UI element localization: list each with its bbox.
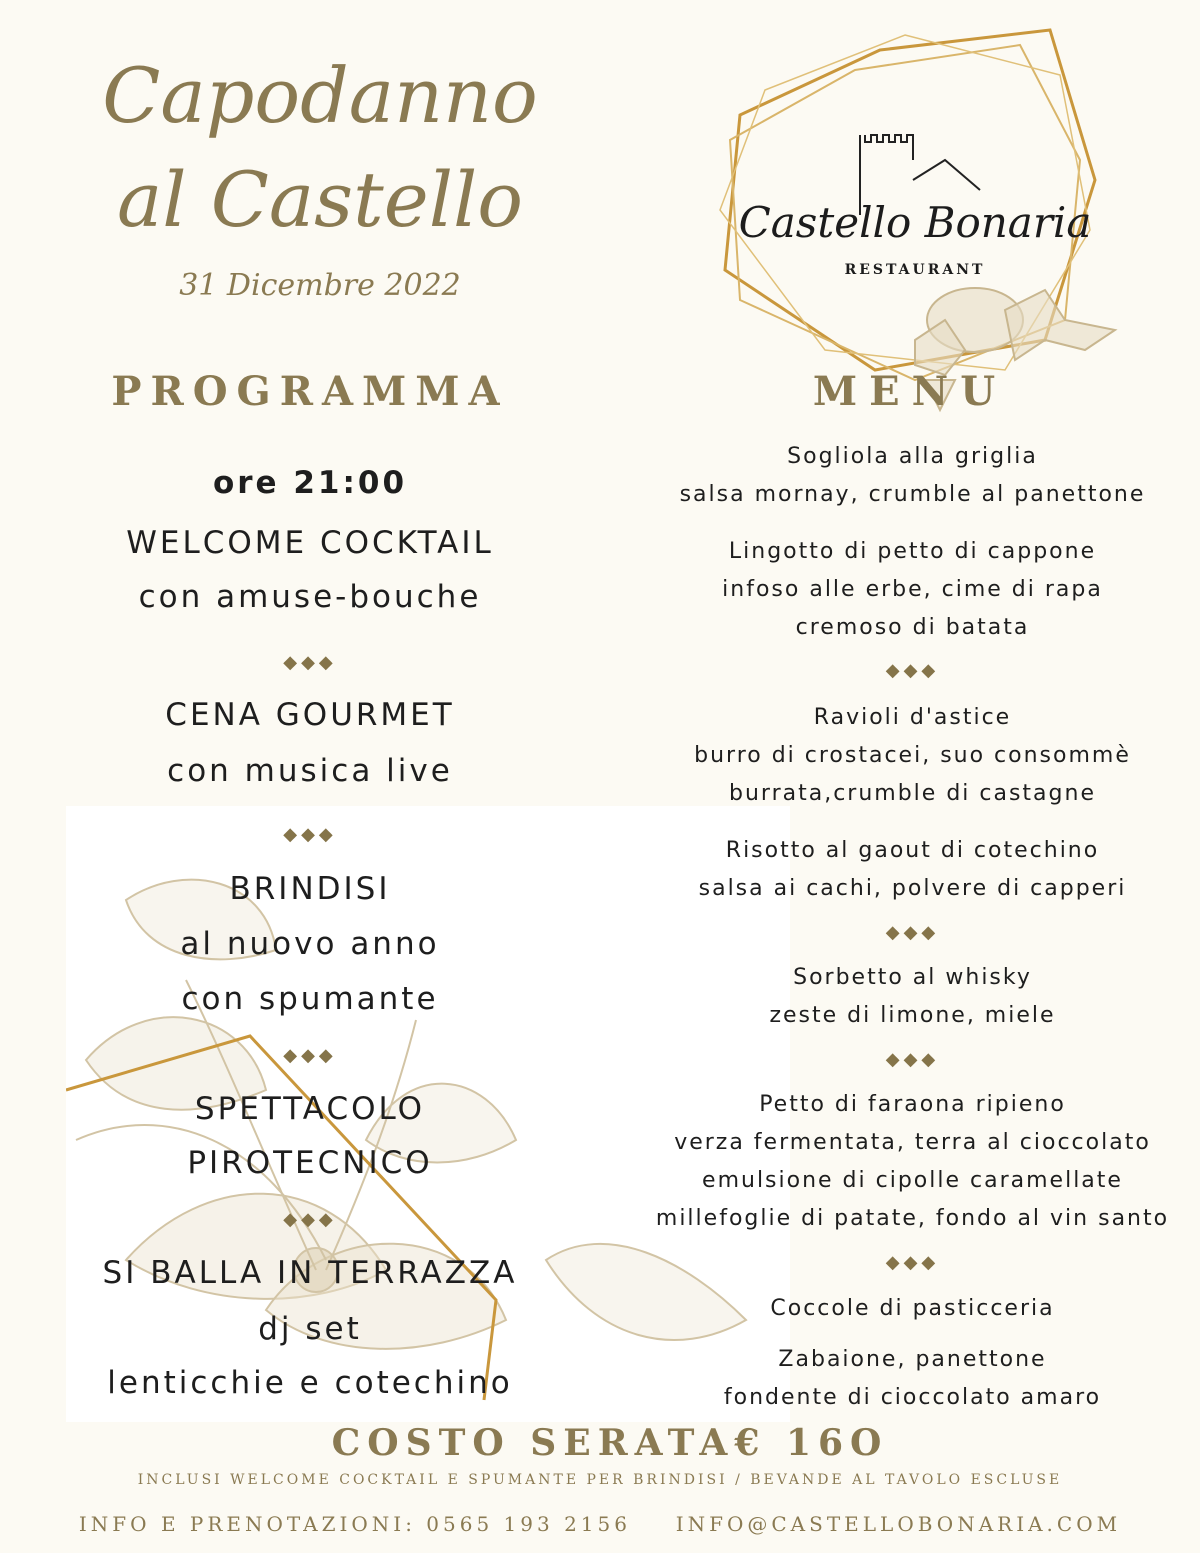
program-item-4-title-2: PIROTECNICO [187, 1145, 433, 1181]
program-item-4-title: SPETTACOLO [194, 1091, 426, 1127]
menu-course-4 [640, 832, 1185, 908]
program-item-3-detail: al nuovo anno [180, 926, 440, 962]
separator-icon: ◆◆◆ [885, 1252, 940, 1273]
contact-info [20, 1512, 1180, 1536]
menu-course-1-name: Sogliola alla griglia [787, 444, 1038, 469]
menu-course-3-detail-2: burrata,crumble di castagne [729, 781, 1096, 806]
separator-icon: ◆◆◆ [885, 1049, 940, 1070]
program-item-2-detail: con musica live [167, 753, 453, 789]
event-title-line2: al Castello [116, 155, 524, 244]
menu-course-4-name: Risotto al gaout di cotechino [725, 838, 1100, 863]
menu-course-3 [640, 699, 1185, 813]
program-time: ore 21:00 [212, 465, 408, 501]
program-item-1-title: WELCOME COCKTAIL [126, 525, 494, 561]
menu-course-2 [640, 533, 1185, 647]
program-item-2-title: CENA GOURMET [165, 697, 455, 733]
menu-course-6-detail-2: emulsione di cipolle caramellate [702, 1168, 1123, 1193]
menu-course-5 [640, 959, 1185, 1035]
separator-icon: ◆◆◆ [283, 824, 337, 845]
separator-icon: ◆◆◆ [885, 660, 940, 681]
program-item-5-detail-2: lenticchie e cotechino [107, 1365, 513, 1401]
event-title-line1: Capodanno [102, 51, 538, 140]
menu-course-6 [640, 1086, 1185, 1238]
info-label: INFO E PRENOTAZIONI: [78, 1512, 416, 1536]
menu-course-8-name: Zabaione, panettone [778, 1347, 1047, 1372]
event-date: 31 Dicembre 2022 [179, 268, 461, 303]
phone-number[interactable]: 0565 193 2156 [426, 1512, 631, 1536]
logo-name: Castello Bonaria [738, 198, 1092, 247]
menu-course-6-name: Petto di faraona ripieno [759, 1092, 1066, 1117]
menu-course-3-name: Ravioli d'astice [813, 705, 1012, 730]
menu-course-1 [640, 438, 1185, 514]
program-item-3-detail-2: con spumante [181, 981, 439, 1017]
separator-icon: ◆◆◆ [885, 922, 940, 943]
menu-course-2-detail-2: cremoso di batata [795, 615, 1030, 640]
menu-course-2-detail: infoso alle erbe, cime di rapa [722, 577, 1103, 602]
program-item-3-title: BRINDISI [229, 871, 391, 907]
menu-course-1-detail: salsa mornay, crumble al panettone [679, 482, 1146, 507]
menu-course-7-name: Coccole di pasticceria [770, 1296, 1055, 1321]
menu-course-5-name: Sorbetto al whisky [793, 965, 1032, 990]
logo-subtitle: RESTAURANT [844, 262, 986, 278]
program-item-5-title: SI BALLA IN TERRAZZA [102, 1255, 518, 1291]
program-item-1-detail: con amuse-bouche [138, 579, 482, 615]
menu-heading: MENU [812, 368, 1008, 415]
program-item-5-detail: dj set [258, 1311, 362, 1347]
menu-course-2-name: Lingotto di petto di cappone [728, 539, 1097, 564]
menu-course-3-detail: burro di crostacei, suo consommè [694, 743, 1131, 768]
menu-course-8 [640, 1341, 1185, 1417]
menu-course-4-detail: salsa ai cachi, polvere di capperi [698, 876, 1127, 901]
programma-heading: PROGRAMMA [111, 368, 509, 415]
menu-course-6-detail: verza fermentata, terra al cioccolato [674, 1130, 1151, 1155]
event-cost: COSTO SERATA€ 16O [331, 1422, 889, 1464]
separator-icon: ◆◆◆ [283, 652, 337, 673]
menu-course-7 [640, 1290, 1185, 1328]
cost-inclusions: INCLUSI WELCOME COCKTAIL E SPUMANTE PER BRINDISI / BEVANDE AL TAVOLO ESCLUSE [137, 1472, 1063, 1488]
menu-course-8-detail: fondente di cioccolato amaro [723, 1385, 1102, 1410]
menu-course-6-detail-3: millefoglie di patate, fondo al vin santo [655, 1206, 1170, 1231]
email-address[interactable]: INFO@CASTELLOBONARIA.COM [675, 1512, 1122, 1536]
separator-icon: ◆◆◆ [283, 1209, 337, 1230]
menu-course-5-detail: zeste di limone, miele [769, 1003, 1056, 1028]
separator-icon: ◆◆◆ [283, 1045, 337, 1066]
